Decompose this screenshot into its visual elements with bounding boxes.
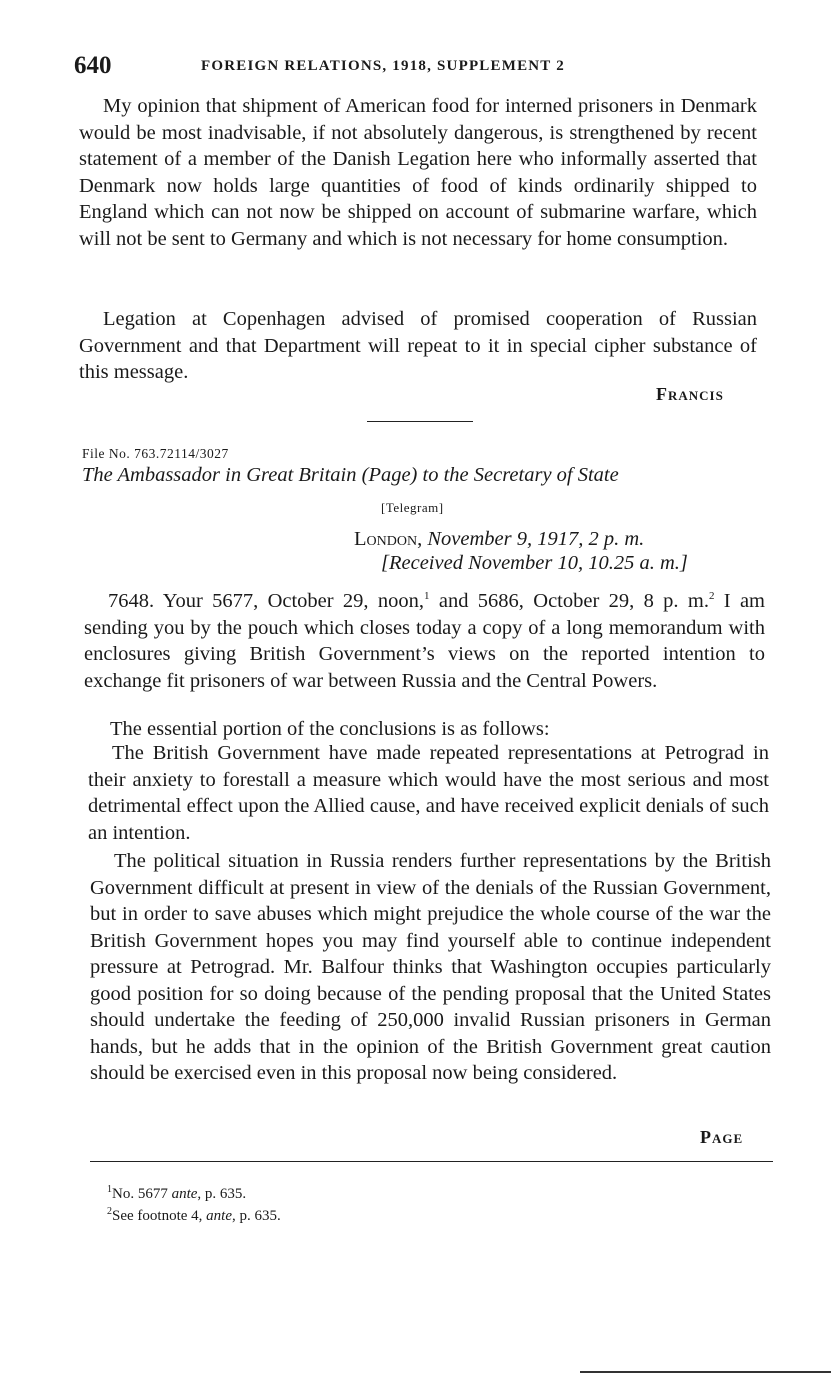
telegram-paragraph-3: The British Government have made repeated representations at Petrograd in their anxiety to forestall a measure which would have the most serious and most detrimental effect upon the Allied cause, and have received explicit denials of such an intention.	[88, 742, 769, 844]
page-number: 640	[74, 52, 112, 79]
footnote-2: $^2$See footnote 4, ante, p. 635.	[107, 1206, 281, 1224]
previous-paragraph-2: Legation at Copenhagen advised of promised cooperation of Russian Government and that Department will repeat to it in special cipher substance of this message.	[79, 308, 757, 383]
received-line: [Received November 10, 10.25 a. m.]	[381, 552, 688, 574]
dateline-city: London	[354, 528, 418, 550]
footnote-rule	[90, 1161, 773, 1162]
footnote-1: $^1$No. 5677 ante, p. 635.	[107, 1184, 247, 1202]
telegram-paragraph-4: The political situation in Russia renders further representations by the British Government difficult at present in view of the denials of the Russian Government, but in order to save abuses which might prejudice the whole course of the war the British Government hopes you may find yourself able to continue independent pressure at Petrograd. Mr. Balfour thinks that Washington occupies particularly good position for so doing because of the pending proposal that the United States should undertake the feeding of 250,000 invalid Russian prisoners in German hands, but he adds that in the opinion of the British Government great caution should be exercised even in this proposal now being considered.	[90, 850, 771, 1084]
footnote-ref-1: 1	[424, 590, 430, 603]
scan-edge-mark	[580, 1371, 831, 1373]
dateline-date: November 9, 1917, 2 p. m.	[427, 528, 645, 550]
footnote-ref-2: 2	[708, 590, 715, 603]
opening-part-c: I am sending you by the pouch which closes today a copy of a long memorandum with enclosures giving British Government’s views on the reported intention to exchange fit prisoners of war between Russia and the Central Powers.	[84, 590, 765, 692]
file-number: File No. 763.72114/3027	[82, 446, 229, 461]
signature-francis: Francis	[656, 384, 724, 404]
telegram-paragraph-1	[84, 588, 765, 694]
section-divider	[367, 421, 473, 422]
opening-part-a: 7648. Your 5677, October 29, noon,	[108, 590, 425, 612]
previous-paragraph-1: My opinion that shipment of American food for interned prisoners in Denmark would be most inadvisable, if not absolutely dangerous, is strengthened by recent statement of a member of the Danish Legation here who informally asserted that Denmark now holds large quantities of food of kinds ordinarily shipped to England which can not now be shipped on account of submarine warfare, which will not be sent to Germany and which is not necessary for home consumption.	[79, 95, 757, 250]
signature-page: Page	[700, 1127, 744, 1147]
page-header	[74, 52, 764, 86]
footnotes	[107, 1181, 281, 1225]
dateline: London, November 9, 1917, 2 p. m.	[354, 528, 645, 550]
telegram-label: [Telegram]	[381, 500, 444, 515]
document-title: The Ambassador in Great Britain (Page) to the Secretary of State	[82, 464, 619, 486]
running-head: FOREIGN RELATIONS, 1918, SUPPLEMENT 2	[201, 58, 565, 74]
telegram-paragraph-2: The essential portion of the conclusions is as follows:	[110, 718, 550, 740]
opening-part-b: and 5686, October 29, 8 p. m.	[429, 590, 709, 612]
